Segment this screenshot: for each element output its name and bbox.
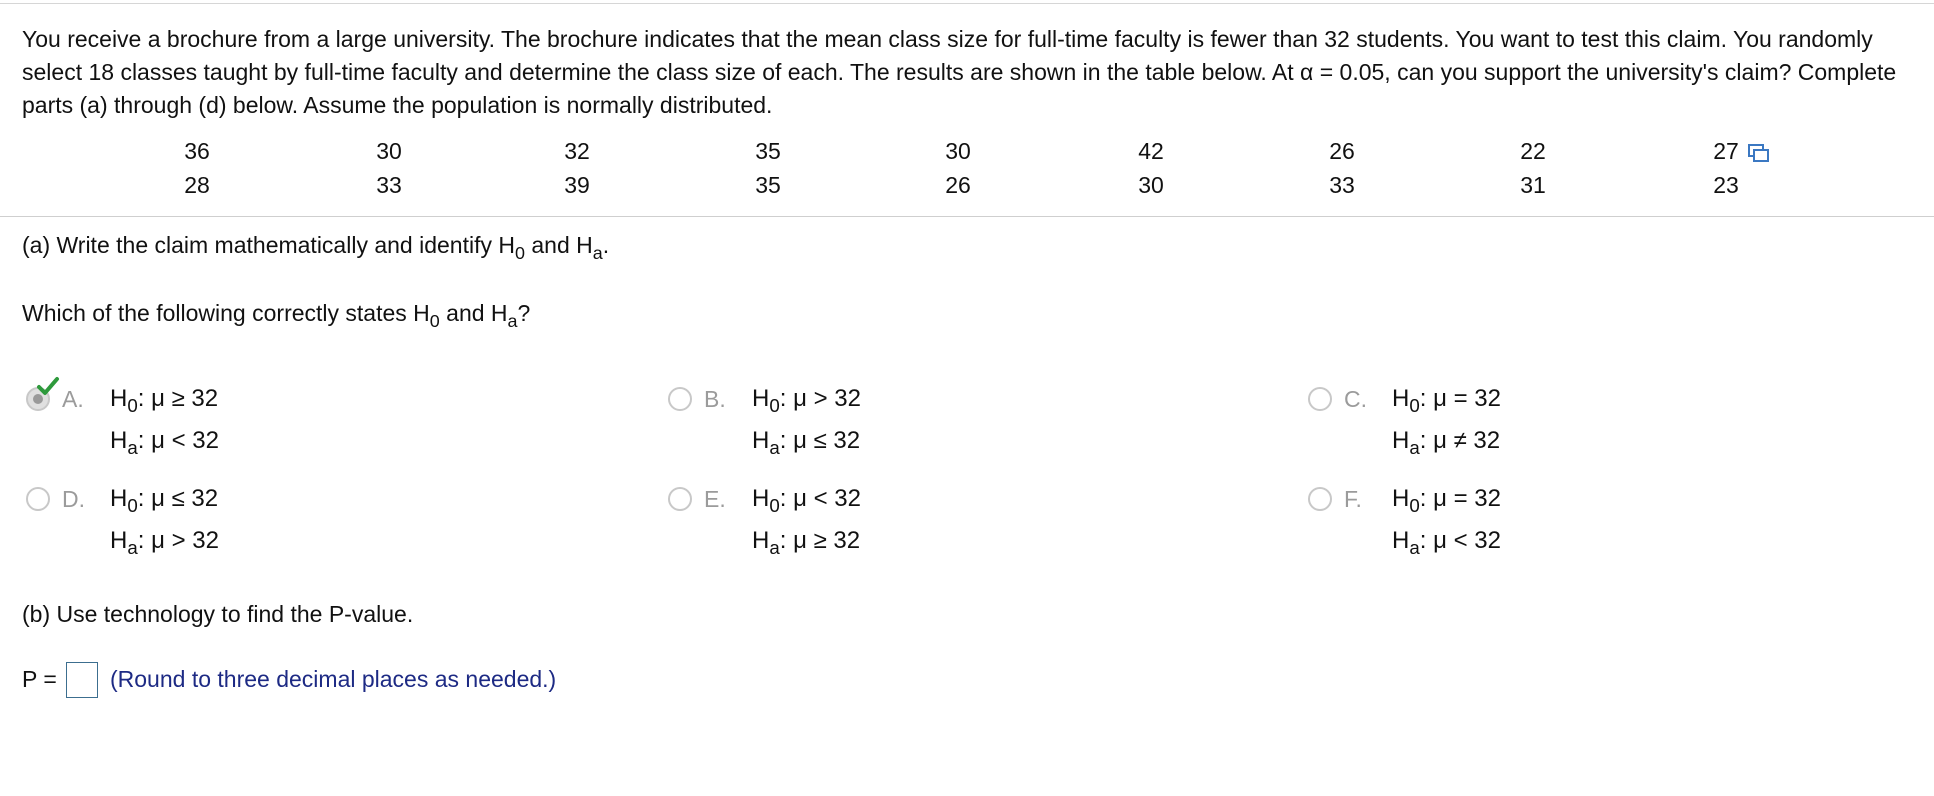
data-cell: 42 [1138, 138, 1164, 164]
option-letter: F. [1344, 486, 1362, 512]
part-a-heading: (a) Write the claim mathematically and identify $H_0$ and $H_a$. [22, 232, 610, 263]
option-h0: $H_0$: μ ≥ 32 [110, 385, 219, 416]
option-a[interactable] [26, 382, 426, 462]
option-h0: $H_0$: μ = 32 [1392, 385, 1501, 416]
part-a-question: Which of the following correctly states $H_0$ and $H_a$? [22, 300, 531, 331]
p-value-input[interactable] [66, 662, 98, 698]
rounding-hint: (Round to three decimal places as needed.) [110, 666, 557, 692]
radio-button[interactable] [1308, 387, 1332, 411]
option-f[interactable] [1308, 482, 1708, 562]
data-cell: 28 [184, 172, 210, 198]
option-ha: $H_a$: μ ≠ 32 [1392, 427, 1501, 458]
data-cell: 32 [564, 138, 590, 164]
data-cell: 26 [1329, 138, 1355, 164]
data-cell: 30 [945, 138, 971, 164]
option-e[interactable] [668, 482, 1068, 562]
problem-statement: You receive a brochure from a large university. The brochure indicates that the mean class size for full-time faculty is fewer than 32 students. You want to test this claim. You randomly select 18 classes taught by full-time faculty and determine the class size of each. The results are shown in the table below. At α = 0.05, can you support the university's claim? Complete parts (a) through (d) below. Assume the population is normally distributed. [22, 26, 1897, 118]
option-letter: E. [704, 486, 726, 512]
copy-data-icon[interactable] [1748, 144, 1770, 162]
data-cell: 35 [755, 172, 781, 198]
option-c[interactable] [1308, 382, 1708, 462]
option-d[interactable] [26, 482, 426, 562]
radio-button[interactable] [1308, 487, 1332, 511]
top-divider [0, 3, 1934, 4]
data-cell: 39 [564, 172, 590, 198]
radio-button[interactable] [26, 487, 50, 511]
radio-button[interactable] [668, 487, 692, 511]
part-b-heading: (b) Use technology to find the P-value. [22, 601, 414, 627]
option-h0: $H_0$: μ > 32 [752, 385, 861, 416]
check-icon [36, 376, 60, 398]
p-label: P = [22, 666, 57, 692]
option-h0: $H_0$: μ < 32 [752, 485, 861, 516]
option-b[interactable] [668, 382, 1068, 462]
option-letter: A. [62, 386, 84, 412]
data-table [0, 134, 1934, 204]
option-ha: $H_a$: μ > 32 [110, 527, 219, 558]
section-divider [0, 216, 1934, 217]
option-ha: $H_a$: μ < 32 [1392, 527, 1501, 558]
data-cell: 33 [1329, 172, 1355, 198]
option-ha: $H_a$: μ ≥ 32 [752, 527, 861, 558]
option-ha: $H_a$: μ ≤ 32 [752, 427, 861, 458]
data-cell: 31 [1520, 172, 1546, 198]
option-h0: $H_0$: μ = 32 [1392, 485, 1501, 516]
data-cell: 33 [376, 172, 402, 198]
option-letter: D. [62, 486, 85, 512]
data-cell: 27 [1713, 138, 1739, 164]
data-cell: 36 [184, 138, 210, 164]
data-cell: 26 [945, 172, 971, 198]
data-cell: 22 [1520, 138, 1546, 164]
option-letter: C. [1344, 386, 1367, 412]
radio-button[interactable] [668, 387, 692, 411]
data-cell: 35 [755, 138, 781, 164]
data-cell: 30 [376, 138, 402, 164]
data-cell: 30 [1138, 172, 1164, 198]
data-cell: 23 [1713, 172, 1739, 198]
option-h0: $H_0$: μ ≤ 32 [110, 485, 219, 516]
option-ha: $H_a$: μ < 32 [110, 427, 219, 458]
option-letter: B. [704, 386, 726, 412]
